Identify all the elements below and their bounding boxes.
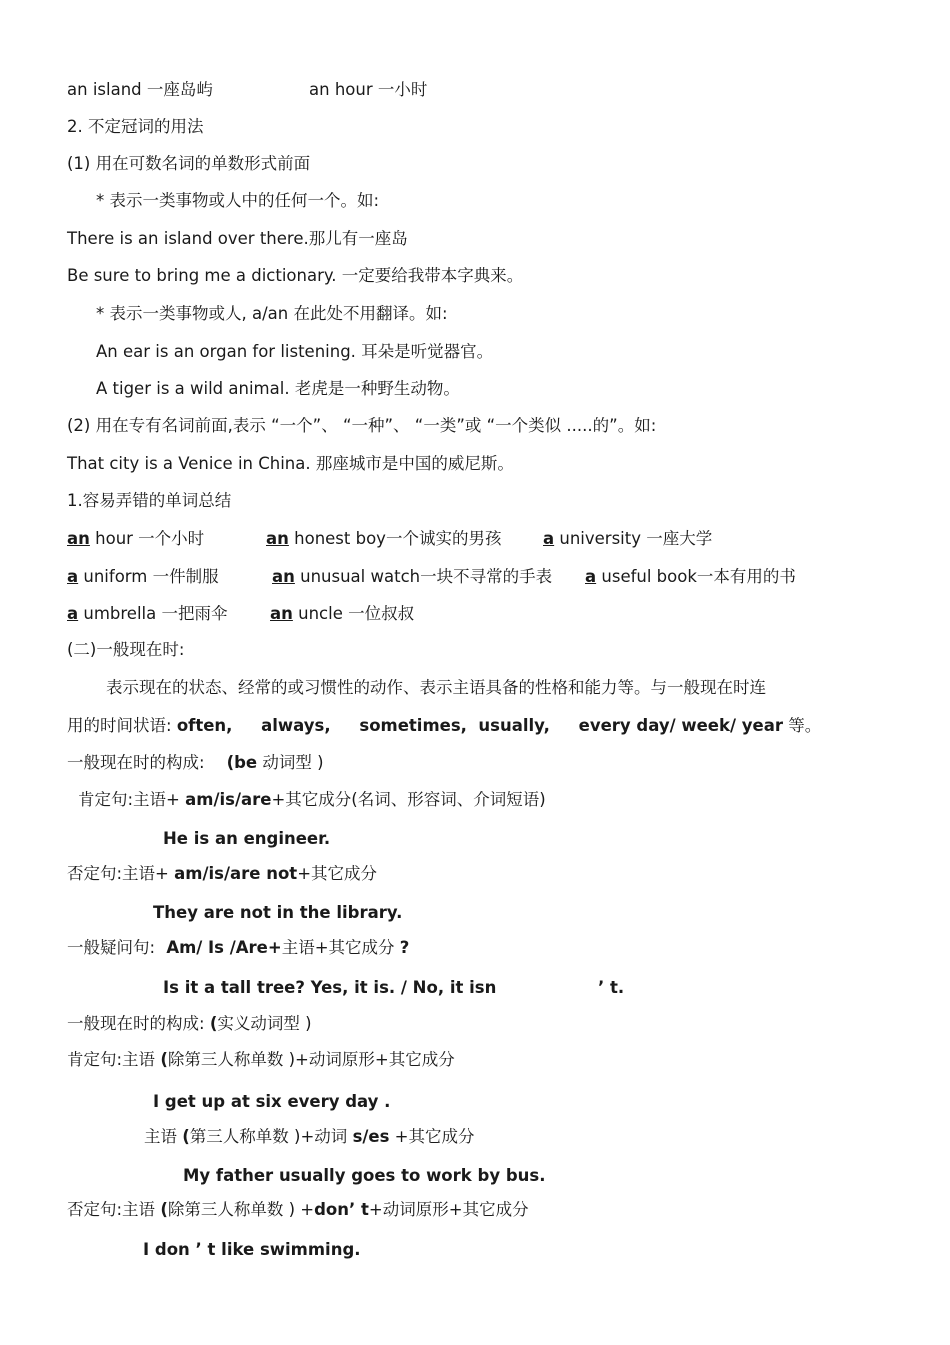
label: 否定句:主语 xyxy=(67,1200,161,1219)
article: an xyxy=(270,604,293,623)
word-text: uncle 一位叔叔 xyxy=(292,604,415,623)
formula: am/is/are not xyxy=(174,864,298,883)
text-line: an island 一座岛屿 xyxy=(67,80,213,99)
text-line: (2) 用在专有名词前面,表示 “一个”、 “一种”、 “一类”或 “一个类似 .....的”。如: xyxy=(67,416,657,435)
example-sentence: An ear is an organ for listening. 耳朵是听觉器官。 xyxy=(96,342,494,361)
label: +其它成分 xyxy=(389,1127,475,1146)
example-sentence: He is an engineer. xyxy=(163,829,331,848)
word-text: hour 一个小时 xyxy=(89,529,205,548)
word-text: useful book一本有用的书 xyxy=(596,567,796,586)
example-sentence: They are not in the library. xyxy=(153,903,403,922)
word-item xyxy=(272,566,552,588)
formula: s/es xyxy=(352,1127,390,1146)
word-text: unusual watch一块不寻常的手表 xyxy=(294,567,553,586)
rule-line xyxy=(144,1126,475,1148)
example-sentence: Be sure to bring me a dictionary. 一定要给我带本字典来。 xyxy=(67,266,524,285)
text-line: (1) 用在可数名词的单数形式前面 xyxy=(67,154,311,173)
label: 一般疑问句: xyxy=(67,938,161,957)
label: 否定句:主语+ xyxy=(67,864,175,883)
section-heading: 2. 不定冠词的用法 xyxy=(67,117,204,136)
example-sentence: I don ’ t like swimming. xyxy=(143,1240,361,1259)
word-item xyxy=(270,603,414,625)
formula: ( xyxy=(182,1127,190,1146)
article: an xyxy=(67,529,90,548)
article: a xyxy=(67,604,79,623)
example-sentence: There is an island over there.那儿有一座岛 xyxy=(67,229,408,248)
text-line: * 表示一类事物或人, a/an 在此处不用翻译。如: xyxy=(96,304,448,323)
label: ( xyxy=(209,1014,218,1033)
time-adverbials: often, always, sometimes, usually, every day/ week/ year xyxy=(176,716,783,735)
word-item xyxy=(67,528,204,550)
section-heading: (二)一般现在时: xyxy=(67,640,185,659)
label: (be xyxy=(226,753,258,772)
label: 用的时间状语: xyxy=(67,716,172,735)
label: +动词原形+其它成分 xyxy=(368,1200,529,1219)
formula: am/is/are xyxy=(185,790,272,809)
word-item xyxy=(266,528,501,550)
example-sentence: My father usually goes to work by bus. xyxy=(183,1166,546,1185)
rule-line xyxy=(78,789,546,811)
text-line: an hour 一小时 xyxy=(309,80,428,99)
rule-line xyxy=(67,1049,455,1071)
example-sentence: ’ t. xyxy=(598,978,625,997)
label: 除第三人称单数 )+动词原形+其它成分 xyxy=(167,1050,455,1069)
rule-line xyxy=(67,863,377,885)
formula: ? xyxy=(399,938,410,957)
formula: don’ t xyxy=(314,1200,369,1219)
formula: ( xyxy=(160,1050,168,1069)
word-item xyxy=(67,566,219,588)
word-text: honest boy一个诚实的男孩 xyxy=(288,529,502,548)
rule-line xyxy=(67,1199,529,1221)
paragraph-line xyxy=(67,715,821,737)
label: 肯定句:主语 xyxy=(67,1050,161,1069)
example-sentence: A tiger is a wild animal. 老虎是一种野生动物。 xyxy=(96,379,460,398)
label: 主语+其它成分 xyxy=(281,938,400,957)
article: a xyxy=(543,529,555,548)
article: a xyxy=(67,567,79,586)
text-line xyxy=(67,752,324,774)
article: an xyxy=(272,567,295,586)
text-line xyxy=(67,1013,312,1035)
word-text: umbrella 一把雨伞 xyxy=(78,604,228,623)
section-heading: 1.容易弄错的单词总结 xyxy=(67,491,232,510)
label: 等。 xyxy=(782,716,822,735)
label: 动词型 ) xyxy=(257,753,324,772)
label: 一般现在时的构成: xyxy=(67,1014,210,1033)
label: +其它成分 xyxy=(297,864,378,883)
example-sentence: Is it a tall tree? Yes, it is. / No, it isn xyxy=(163,978,497,997)
example-sentence: I get up at six every day . xyxy=(153,1092,391,1111)
example-sentence: That city is a Venice in China. 那座城市是中国的威尼斯。 xyxy=(67,454,514,473)
label: +其它成分(名词、形容词、介词短语) xyxy=(271,790,546,809)
label: 主语 xyxy=(144,1127,183,1146)
rule-line xyxy=(67,937,409,959)
label: 第三人称单数 )+动词 xyxy=(189,1127,353,1146)
formula: ( xyxy=(160,1200,168,1219)
word-text: university 一座大学 xyxy=(554,529,713,548)
text-line: * 表示一类事物或人中的任何一个。如: xyxy=(96,191,380,210)
label: 一般现在时的构成: xyxy=(67,753,205,772)
formula: Am/ Is /Are+ xyxy=(166,938,282,957)
article: an xyxy=(266,529,289,548)
label: 除第三人称单数 ) + xyxy=(167,1200,315,1219)
label: 实义动词型 ) xyxy=(217,1014,312,1033)
word-text: uniform 一件制服 xyxy=(78,567,219,586)
word-item xyxy=(67,603,228,625)
article: a xyxy=(585,567,597,586)
word-item xyxy=(585,566,796,588)
label: 肯定句:主语+ xyxy=(78,790,186,809)
word-item xyxy=(543,528,712,550)
paragraph-line: 表示现在的状态、经常的或习惯性的动作、表示主语具备的性格和能力等。与一般现在时连 xyxy=(106,678,766,697)
